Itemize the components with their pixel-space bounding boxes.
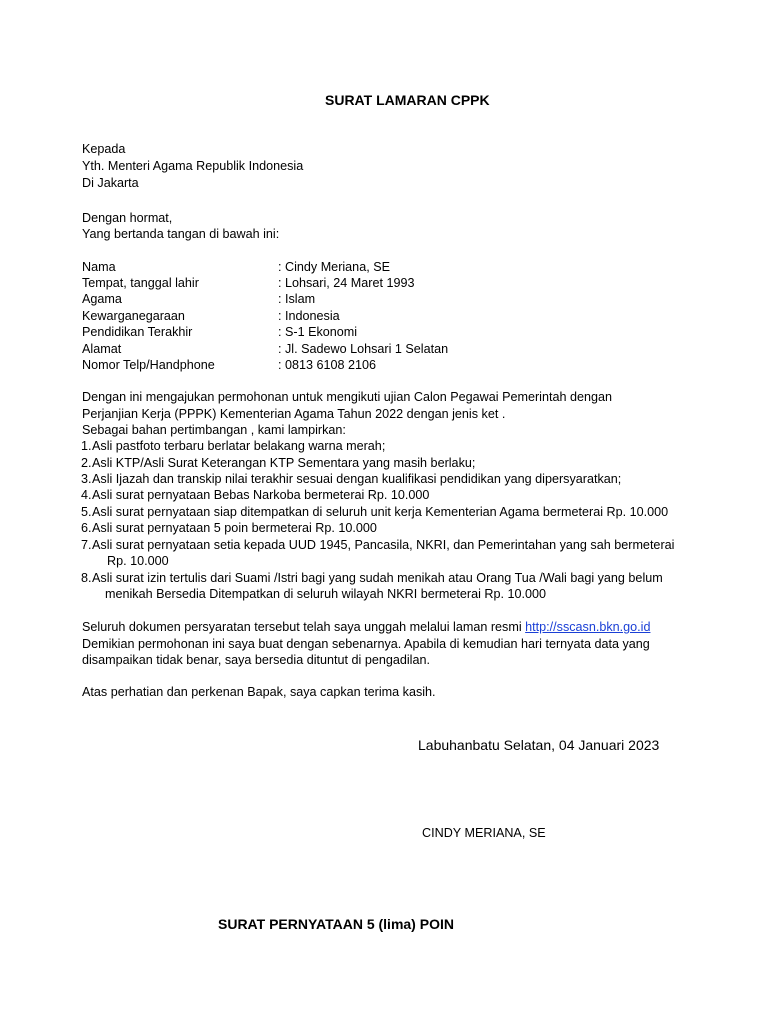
signature-name: CINDY MERIANA, SE	[422, 826, 546, 840]
body-line-1: Dengan ini mengajukan permohonan untuk mengikuti ujian Calon Pegawai Pemerintah dengan	[82, 390, 612, 404]
item-number: 7.	[81, 538, 92, 552]
field-value: : S-1 Ekonomi	[278, 325, 358, 339]
item-text: Asli surat pernyataan siap ditempatkan di seluruh unit kerja Kementerian Agama bermeterai Rp. 10.000	[92, 505, 669, 519]
item-number: 5.	[81, 505, 92, 519]
item-number: 1.	[81, 439, 92, 453]
address-line-2: Yth. Menteri Agama Republik Indonesia	[82, 159, 304, 173]
field-value: : Jl. Sadewo Lohsari 1 Selatan	[278, 342, 449, 356]
item-continuation: menikah Bersedia Ditempatkan di seluruh wilayah NKRI bermeterai Rp. 10.000	[105, 587, 547, 602]
greeting: Dengan hormat,	[82, 211, 173, 225]
item-number: 4.	[81, 488, 92, 502]
item-continuation: Rp. 10.000	[107, 554, 169, 569]
place-date: Labuhanbatu Selatan, 04 Januari 2023	[418, 737, 660, 753]
list-item	[81, 520, 377, 536]
next-section-title: SURAT PERNYATAAN 5 (lima) POIN	[218, 916, 454, 932]
field-value: : 0813 6108 2106	[278, 358, 377, 372]
intro-line: Yang bertanda tangan di bawah ini:	[82, 227, 280, 241]
field-label: Tempat, tanggal lahir	[82, 276, 199, 290]
item-number: 2.	[81, 456, 92, 470]
address-line-3: Di Jakarta	[82, 176, 139, 190]
list-item	[81, 487, 429, 503]
list-item	[81, 504, 668, 520]
field-label: Nama	[82, 260, 116, 274]
list-item	[81, 537, 674, 570]
field-label: Agama	[82, 292, 122, 306]
body-line-3: Sebagai bahan pertimbangan , kami lampirkan:	[82, 423, 346, 437]
field-value: : Lohsari, 24 Maret 1993	[278, 276, 415, 290]
letter-title: SURAT LAMARAN CPPK	[325, 92, 490, 108]
list-item	[81, 438, 385, 454]
item-number: 3.	[81, 472, 92, 486]
list-item	[81, 471, 621, 487]
field-value: : Indonesia	[278, 309, 340, 323]
field-label: Nomor Telp/Handphone	[82, 358, 215, 372]
item-text: Asli Ijazah dan transkip nilai terakhir sesuai dengan kualifikasi pendidikan yang dipersyaratkan;	[92, 472, 622, 486]
field-value: : Cindy Meriana, SE	[278, 260, 390, 274]
item-text: Asli surat pernyataan 5 poin bermeterai Rp. 10.000	[92, 521, 377, 535]
list-item	[81, 455, 475, 471]
field-value: : Islam	[278, 292, 316, 306]
item-text: Asli surat pernyataan setia kepada UUD 1945, Pancasila, NKRI, dan Pemerintahan yang sah bermeterai	[92, 538, 675, 552]
item-number: 8.	[81, 571, 92, 585]
upload-line	[82, 619, 650, 635]
item-text: Asli surat pernyataan Bebas Narkoba bermeterai Rp. 10.000	[92, 488, 430, 502]
item-text: Asli surat izin tertulis dari Suami /Istri bagi yang sudah menikah atau Orang Tua /Wali bagi yang belum	[92, 571, 663, 585]
upload-text: Seluruh dokumen persyaratan tersebut telah saya unggah melalui laman resmi	[82, 620, 522, 634]
sscasn-link[interactable]: http://sscasn.bkn.go.id	[525, 620, 651, 634]
body-line-2: Perjanjian Kerja (PPPK) Kementerian Agama Tahun 2022 dengan jenis ket .	[82, 407, 506, 421]
thanks-line: Atas perhatian dan perkenan Bapak, saya capkan terima kasih.	[82, 685, 436, 699]
field-label: Pendidikan Terakhir	[82, 325, 193, 339]
field-label: Alamat	[82, 342, 122, 356]
item-text: Asli KTP/Asli Surat Keterangan KTP Sementara yang masih berlaku;	[92, 456, 476, 470]
closing-line-2: Demikian permohonan ini saya buat dengan sebenarnya. Apabila di kemudian hari ternyata data yang	[82, 637, 650, 651]
list-item	[81, 570, 663, 603]
item-text: Asli pastfoto terbaru berlatar belakang warna merah;	[92, 439, 386, 453]
closing-line-3: disampaikan tidak benar, saya bersedia dituntut di pengadilan.	[82, 653, 430, 667]
address-line-1: Kepada	[82, 142, 126, 156]
field-label: Kewarganegaraan	[82, 309, 185, 323]
item-number: 6.	[81, 521, 92, 535]
